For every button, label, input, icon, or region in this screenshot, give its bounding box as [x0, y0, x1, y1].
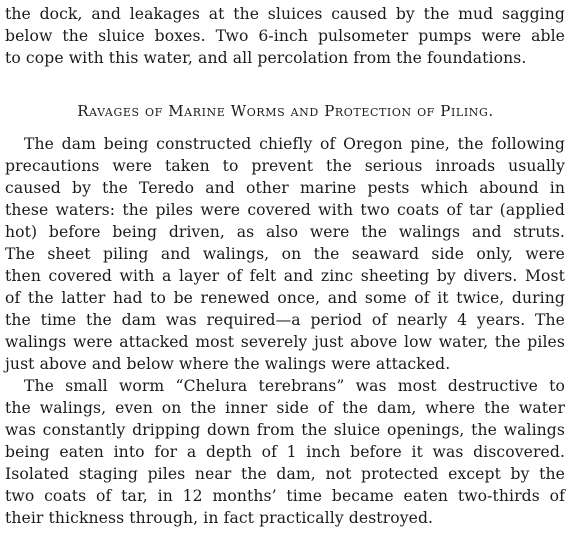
- paragraph-one-line: The dam being constructed chiefly of Oregon pine, the following: [24, 135, 565, 153]
- paragraph-two-line: the walings, even on the inner side of the dam, where the water: [5, 399, 565, 417]
- top-paragraph-line: the dock, and leakages at the sluices caused by the mud sagging: [5, 5, 565, 23]
- paragraph-one-line: then covered with a layer of felt and zinc sheeting by divers. Most: [5, 267, 565, 285]
- top-paragraph-line: below the sluice boxes. Two 6-inch pulsometer pumps were able: [5, 27, 565, 45]
- paragraph-one-line: precautions were taken to prevent the serious inroads usually: [5, 157, 565, 175]
- paragraph-two-line: The small worm “Chelura terebrans” was most destructive to: [24, 377, 565, 395]
- paragraph-two-line: Isolated staging piles near the dam, not protected except by the: [5, 465, 565, 483]
- paragraph-one-line: caused by the Teredo and other marine pests which abound in: [5, 179, 565, 197]
- paragraph-one-line: hot) before being driven, as also were the walings and struts.: [5, 223, 565, 241]
- paragraph-one-line: walings were attacked most severely just above low water, the piles: [5, 333, 565, 351]
- paragraph-two-line: being eaten into for a depth of 1 inch before it was discovered.: [5, 443, 565, 461]
- paragraph-two-line: two coats of tar, in 12 months’ time became eaten two-thirds of: [5, 487, 565, 505]
- paragraph-one-line: the time the dam was required—a period of nearly 4 years. The: [5, 311, 565, 329]
- paragraph-one-line: The sheet piling and walings, on the seaward side only, were: [5, 245, 565, 263]
- paragraph-one-line: just above and below where the walings were attacked.: [5, 355, 451, 373]
- paragraph-two-line: their thickness through, in fact practically destroyed.: [5, 509, 434, 527]
- paragraph-two-line: was constantly dripping down from the sluice openings, the walings: [5, 421, 565, 439]
- section-heading: Ravages of Marine Worms and Protection of Piling.: [77, 102, 494, 120]
- top-paragraph-line: to cope with this water, and all percolation from the foundations.: [5, 49, 527, 67]
- paragraph-one-line: of the latter had to be renewed once, and some of it twice, during: [5, 289, 565, 307]
- paragraph-one-line: these waters: the piles were covered with two coats of tar (applied: [5, 201, 565, 219]
